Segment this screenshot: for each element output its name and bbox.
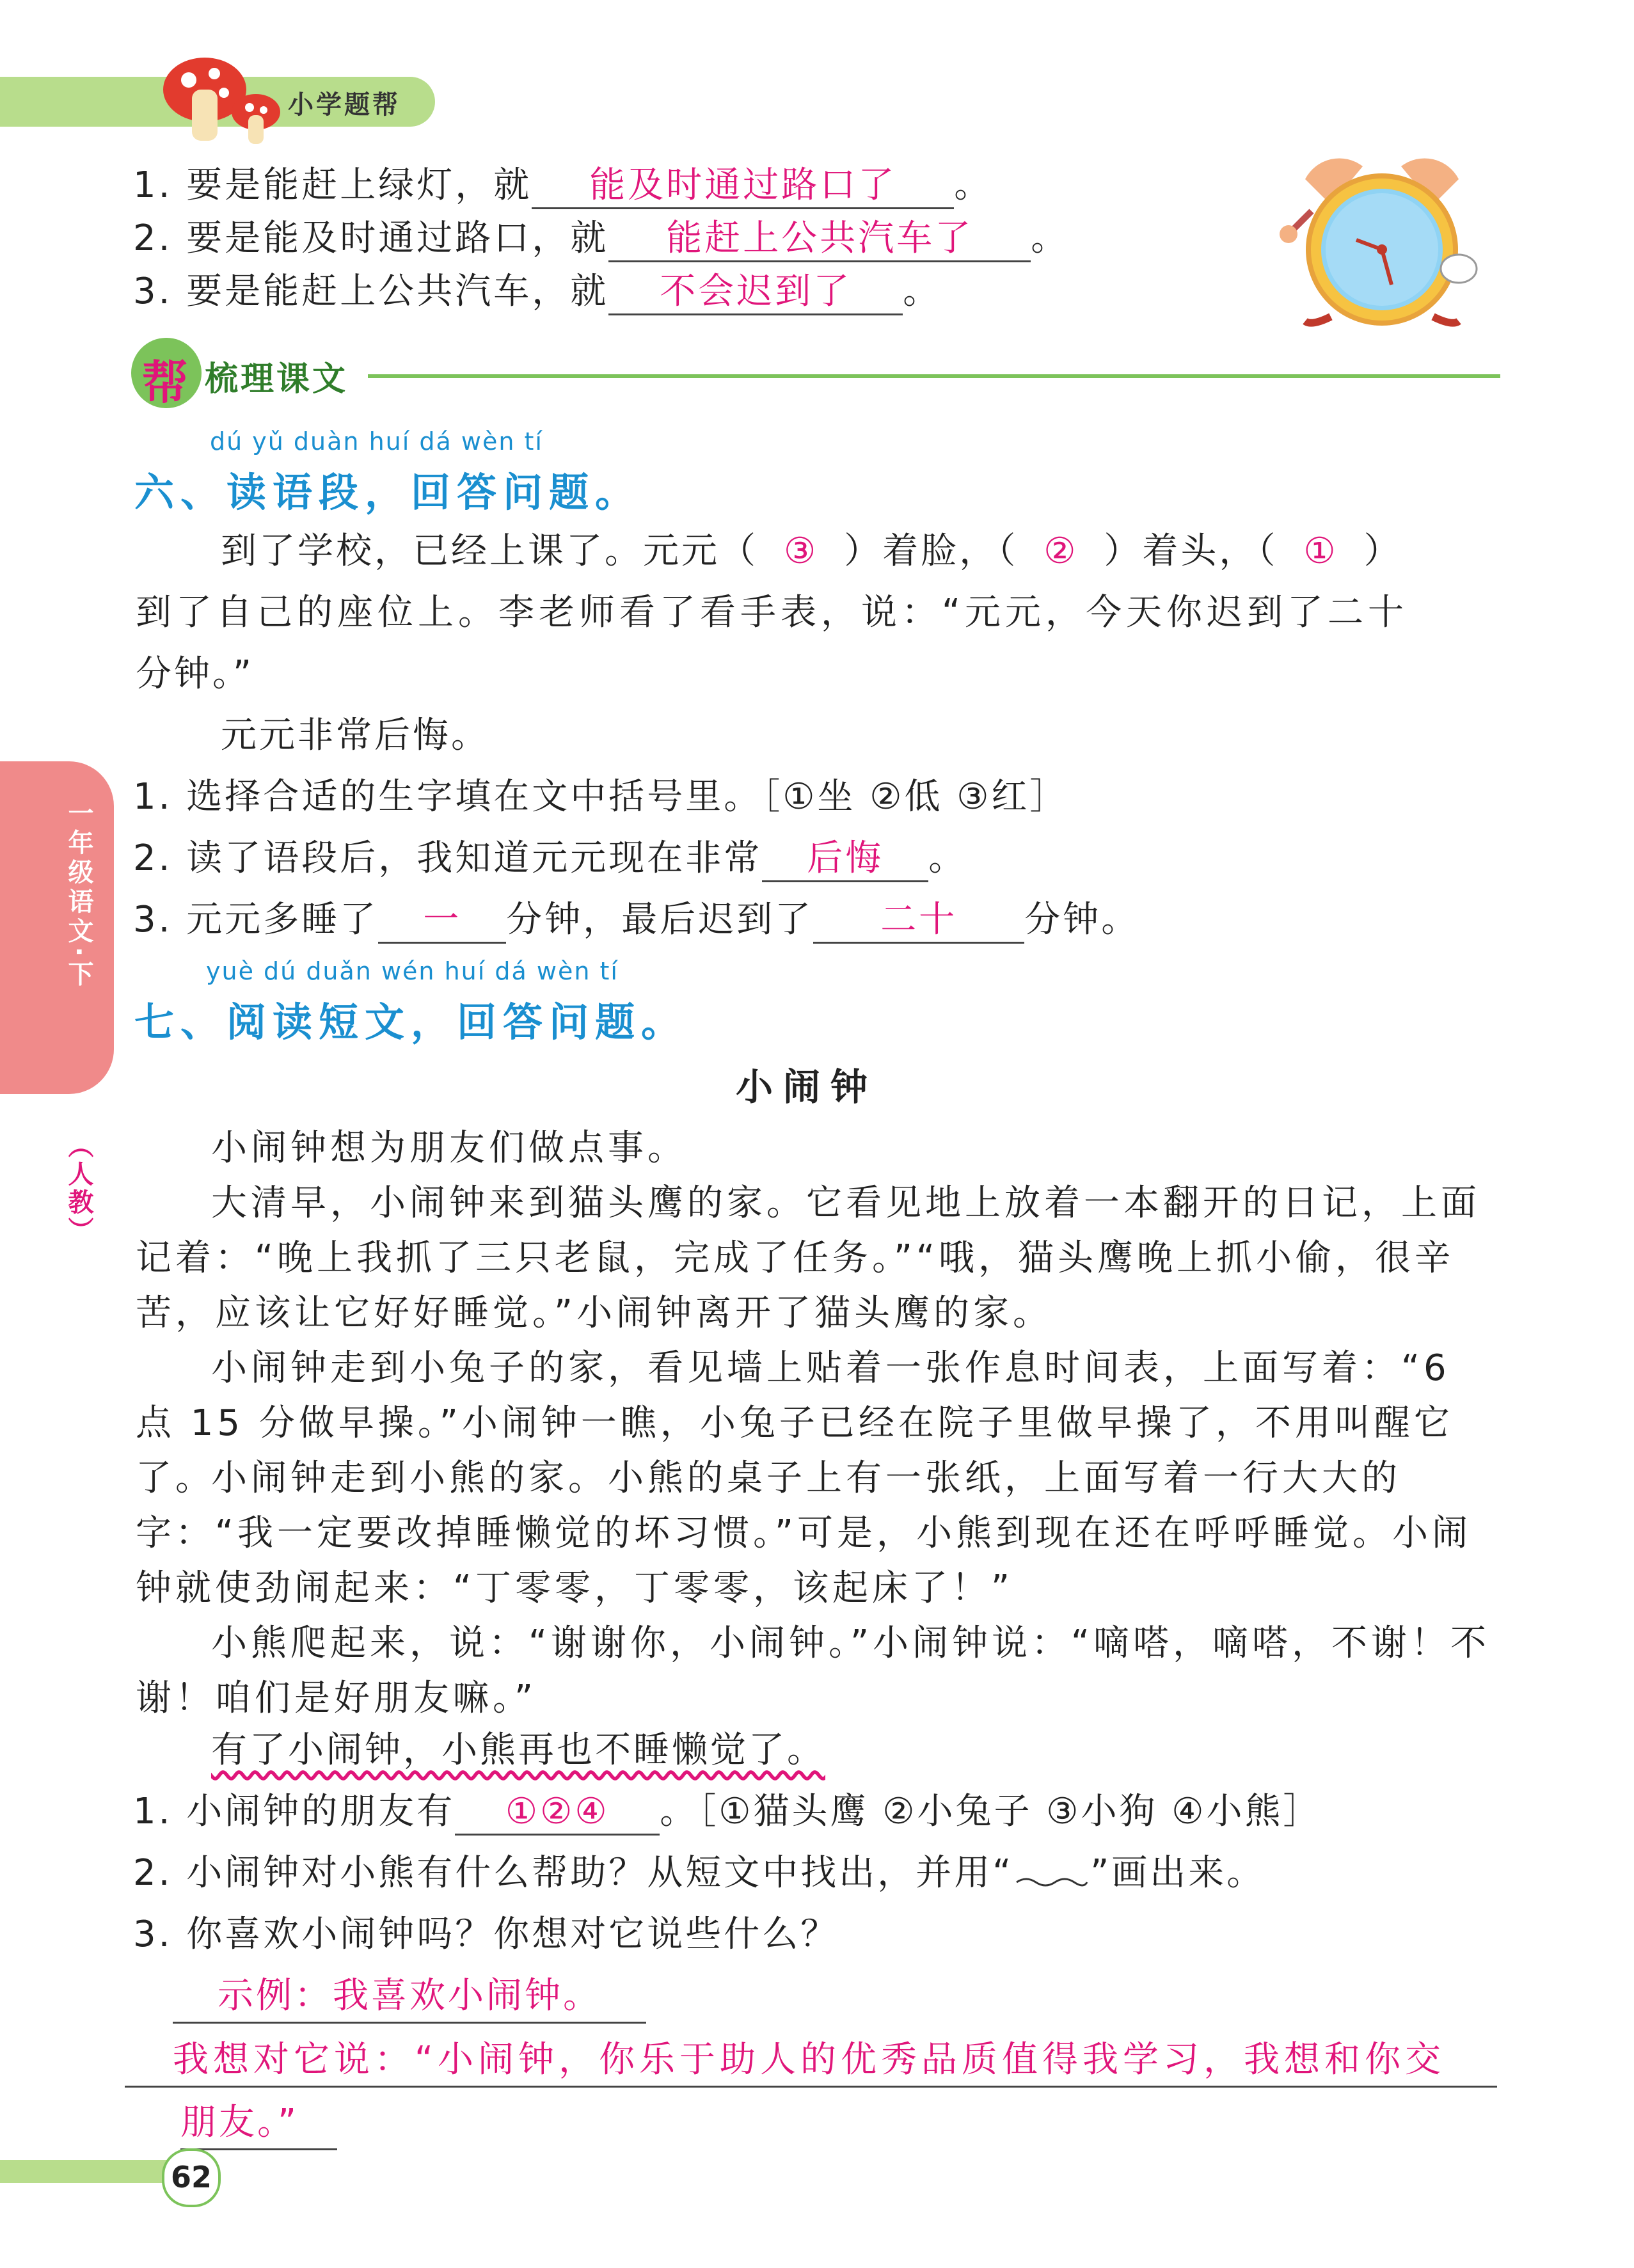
mushroom-icon: [160, 51, 288, 147]
footer-bar: [0, 2160, 179, 2183]
q7-sub1: 1. 小闹钟的朋友有 ①②④ 。［①猫头鹰 ②小兔子 ③小狗 ④小熊］: [133, 1786, 1321, 1837]
q7-pinyin: yuè dú duǎn wén huí dá wèn tí: [206, 957, 619, 985]
top-question-1: 1. 要是能赶上绿灯，就 能及时通过路口了 。: [133, 160, 992, 211]
answer-2: 能赶上公共汽车了: [608, 217, 1031, 262]
section-badge-text: 帮: [142, 356, 189, 409]
q6-sub2-answer: 后悔: [762, 837, 928, 882]
answer-1: 能及时通过路口了: [532, 164, 954, 209]
answer-3: 不会迟到了: [608, 270, 903, 315]
page-number: 62: [170, 2160, 212, 2194]
q7-answer-line-1: 示例：我喜欢小闹钟。: [173, 1971, 646, 2024]
story-paragraph-5: 小熊爬起来，说：“谢谢你，小闹钟。”小闹钟说：“嘀嗒，嘀嗒，不谢！不谢！咱们是好朋友嘛。”: [136, 1622, 1491, 1719]
q6-sub3: 3. 元元多睡了 一 分钟，最后迟到了 二十 分钟。: [133, 894, 1139, 946]
q6-paragraph-line-3: 分钟。”: [136, 653, 255, 695]
story-title: 小闹钟: [736, 1065, 878, 1109]
q7-answer-line-2: 我想对它说：“小闹钟，你乐于助人的优秀品质值得我学习，我想和你交: [125, 2034, 1497, 2088]
alarm-clock-icon: [1267, 154, 1497, 333]
story-paragraph-1: 小闹钟想为朋友们做点事。: [211, 1127, 687, 1169]
wavy-line-icon: [1013, 1863, 1090, 1889]
q6-paragraph-line-4: 元元非常后悔。: [221, 715, 489, 756]
section-divider: [368, 374, 1500, 378]
section-title: 梳理课文: [205, 360, 349, 399]
story-paragraph-3: 小闹钟走到小兔子的家，看见墙上贴着一张作息时间表，上面写着：“6 点 15 分做早操。”小闹钟一瞧，小兔子已经在院子里做早操了，不用叫醒它了。: [136, 1347, 1454, 1499]
q6-sub1: 1. 选择合适的生字填在文中括号里。［①坐 ②低 ③红］: [133, 776, 1068, 818]
header-brand: 小学题帮: [288, 90, 401, 120]
top-question-2: 2. 要是能及时通过路口，就 能赶上公共汽车了 。: [133, 213, 1069, 264]
q6-sub2: 2. 读了语段后，我知道元元现在非常 后悔 。: [133, 833, 967, 884]
story-last-paragraph: 有了小闹钟，小熊再也不睡懒觉了。: [211, 1729, 825, 1771]
q6-paragraph-line-1: 到了学校，已经上课了。元元（ ③ ）着脸，（ ② ）着头，（ ① ）: [221, 530, 1402, 572]
q6-paragraph-line-2: 到了自己的座位上。李老师看了看手表，说：“元元，今天你迟到了二十: [136, 592, 1409, 633]
q6-pinyin: dú yǔ duàn huí dá wèn tí: [210, 427, 543, 456]
q6-title: 六、读语段，回答问题。: [134, 469, 642, 516]
q7-sub2: 2. 小闹钟对小熊有什么帮助？从短文中找出，并用“ ”画出来。: [133, 1852, 1265, 1894]
story-paragraph-2: 大清早，小闹钟来到猫头鹰的家。它看见地上放着一本翻开的日记，上面记着：“晚上我抓了三只老鼠，完成了任务。”“哦，猫头鹰晚上抓小偷，很辛苦，应该让它好好睡觉。”小闹钟离开了猫头鹰的家。: [136, 1182, 1480, 1334]
q7-sub1-answer: ①②④: [455, 1790, 660, 1836]
story-paragraph-4: 小闹钟走到小熊的家。小熊的桌子上有一张纸，上面写着一行大大的字：“我一定要改掉睡懒觉的坏习惯。”可是，小熊到现在还在呼呼睡觉。小闹钟就使劲闹起来：“丁零零，丁零零，该起床了！”: [136, 1457, 1472, 1609]
top-question-3: 3. 要是能赶上公共汽车，就 不会迟到了 。: [133, 266, 941, 317]
q6-sub3-answer-2: 二十: [813, 898, 1024, 944]
side-tab-edition: （人教）: [64, 1132, 93, 1245]
q7-sub3: 3. 你喜欢小闹钟吗？你想对它说些什么？: [133, 1914, 839, 1955]
q6-sub3-answer-1: 一: [378, 898, 506, 944]
q7-title: 七、阅读短文，回答问题。: [134, 999, 688, 1045]
q7-answer-line-3: 朋友。”: [180, 2097, 337, 2150]
side-tab-label: 一年级语文·下: [64, 800, 93, 990]
